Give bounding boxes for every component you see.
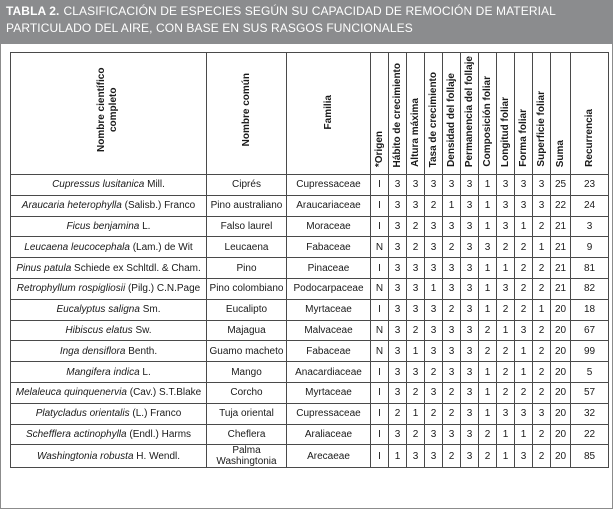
table-row — [11, 362, 609, 383]
header-foliage-permanence: Permanencia del follaje — [461, 53, 479, 175]
table-row — [11, 195, 609, 216]
author-name: (Cav.) S.T.Blake — [129, 387, 202, 399]
sum-cell: 25 — [551, 175, 571, 196]
common-name-cell: Eucalipto — [207, 299, 287, 320]
growth-rate-cell: 3 — [425, 382, 443, 403]
header-scientific-name: Nombre científico completo — [11, 53, 207, 175]
sum-cell: 21 — [551, 216, 571, 237]
scientific-name-cell — [11, 216, 207, 237]
leaf-surface-cell: 2 — [533, 362, 551, 383]
scientific-name-cell — [11, 278, 207, 299]
foliage-density-cell: 2 — [443, 445, 461, 468]
growth-habit-cell: 3 — [389, 362, 407, 383]
author-name: H. Wendl. — [136, 450, 181, 462]
foliage-permanence-cell: 3 — [461, 216, 479, 237]
author-name: (Endl.) Harms — [129, 428, 192, 440]
recurrence-cell: 3 — [571, 216, 609, 237]
leaf-length-cell: 3 — [497, 175, 515, 196]
origin-cell: I — [371, 299, 389, 320]
leaf-surface-cell: 1 — [533, 237, 551, 258]
scientific-name-cell — [11, 320, 207, 341]
origin-cell: I — [371, 175, 389, 196]
species-name: Pinus patula — [16, 262, 72, 274]
leaf-composition-cell: 1 — [479, 216, 497, 237]
header-leaf-surface: Superficie foliar — [533, 53, 551, 175]
header-leaf-composition: Composición foliar — [479, 53, 497, 175]
family-cell: Myrtaceae — [287, 382, 371, 403]
leaf-composition-cell: 2 — [479, 341, 497, 362]
author-name: Schiede ex Schltdl. & Cham. — [74, 262, 201, 274]
foliage-density-cell: 2 — [443, 237, 461, 258]
sum-cell: 20 — [551, 403, 571, 424]
species-name: Schefflera actinophylla — [25, 428, 127, 440]
species-name: Mangifera indica — [66, 366, 140, 378]
author-name: (L.) Franco — [132, 408, 182, 420]
leaf-shape-cell: 3 — [515, 403, 533, 424]
scientific-name-cell — [11, 341, 207, 362]
species-name: Leucaena leucocephala — [24, 241, 130, 253]
recurrence-cell: 22 — [571, 424, 609, 445]
foliage-density-cell: 2 — [443, 403, 461, 424]
origin-cell: I — [371, 382, 389, 403]
origin-cell: I — [371, 216, 389, 237]
sum-cell: 21 — [551, 258, 571, 279]
family-cell: Myrtaceae — [287, 299, 371, 320]
leaf-length-cell: 3 — [497, 195, 515, 216]
leaf-composition-cell: 1 — [479, 362, 497, 383]
species-name: Cupressus lusitanica — [52, 179, 145, 191]
foliage-permanence-cell: 3 — [461, 237, 479, 258]
growth-habit-cell: 3 — [389, 278, 407, 299]
common-name-cell: Corcho — [207, 382, 287, 403]
growth-rate-cell: 3 — [425, 341, 443, 362]
header-foliage-density: Densidad del follaje — [443, 53, 461, 175]
leaf-composition-cell: 1 — [479, 175, 497, 196]
leaf-length-cell: 2 — [497, 341, 515, 362]
growth-habit-cell: 3 — [389, 258, 407, 279]
foliage-density-cell: 3 — [443, 341, 461, 362]
table-row — [11, 175, 609, 196]
leaf-composition-cell: 1 — [479, 195, 497, 216]
leaf-composition-cell: 2 — [479, 320, 497, 341]
author-name: Benth. — [128, 345, 158, 357]
growth-habit-cell: 3 — [389, 216, 407, 237]
growth-habit-cell: 3 — [389, 175, 407, 196]
table-row — [11, 278, 609, 299]
sum-cell: 20 — [551, 424, 571, 445]
growth-rate-cell: 3 — [425, 175, 443, 196]
author-name: L. — [142, 220, 151, 232]
common-name-cell: Ciprés — [207, 175, 287, 196]
leaf-length-cell: 3 — [497, 278, 515, 299]
growth-rate-cell: 3 — [425, 237, 443, 258]
leaf-surface-cell: 3 — [533, 403, 551, 424]
header-common-name: Nombre común — [207, 53, 287, 175]
author-name: (Pilg.) C.N.Page — [127, 283, 201, 295]
origin-cell: I — [371, 258, 389, 279]
foliage-density-cell: 3 — [443, 175, 461, 196]
leaf-shape-cell: 2 — [515, 382, 533, 403]
common-name-cell: Tuja oriental — [207, 403, 287, 424]
max-height-cell: 3 — [407, 278, 425, 299]
leaf-shape-cell: 3 — [515, 320, 533, 341]
leaf-length-cell: 2 — [497, 382, 515, 403]
foliage-permanence-cell: 3 — [461, 258, 479, 279]
leaf-composition-cell: 1 — [479, 258, 497, 279]
table-row — [11, 320, 609, 341]
family-cell: Araliaceae — [287, 424, 371, 445]
family-cell: Podocarpaceae — [287, 278, 371, 299]
table-row — [11, 403, 609, 424]
scientific-name-cell — [11, 299, 207, 320]
max-height-cell: 3 — [407, 175, 425, 196]
species-table — [10, 52, 609, 468]
caption-label: TABLA 2. — [6, 4, 60, 18]
scientific-name-cell — [11, 237, 207, 258]
author-name: Mill. — [147, 179, 165, 191]
origin-cell: I — [371, 195, 389, 216]
species-name: Platycladus orientalis — [35, 408, 130, 420]
growth-rate-cell: 2 — [425, 403, 443, 424]
common-name-cell: Pino australiano — [207, 195, 287, 216]
species-name: Retrophyllum rospigliosii — [16, 283, 126, 295]
leaf-surface-cell: 2 — [533, 216, 551, 237]
foliage-permanence-cell: 3 — [461, 278, 479, 299]
foliage-permanence-cell: 3 — [461, 320, 479, 341]
max-height-cell: 1 — [407, 403, 425, 424]
leaf-composition-cell: 1 — [479, 403, 497, 424]
growth-habit-cell: 2 — [389, 403, 407, 424]
growth-rate-cell: 2 — [425, 362, 443, 383]
growth-habit-cell: 1 — [389, 445, 407, 468]
leaf-length-cell: 1 — [497, 320, 515, 341]
family-cell: Pinaceae — [287, 258, 371, 279]
foliage-permanence-cell: 3 — [461, 175, 479, 196]
table-row — [11, 258, 609, 279]
leaf-surface-cell: 3 — [533, 175, 551, 196]
sum-cell: 20 — [551, 299, 571, 320]
foliage-density-cell: 3 — [443, 258, 461, 279]
foliage-density-cell: 3 — [443, 278, 461, 299]
author-name: (Salisb.) Franco — [124, 200, 196, 212]
leaf-shape-cell: 1 — [515, 341, 533, 362]
header-leaf-length: Longitud foliar — [497, 53, 515, 175]
common-name-cell: Pino — [207, 258, 287, 279]
species-name: Eucalyptus saligna — [56, 304, 140, 316]
leaf-surface-cell: 2 — [533, 258, 551, 279]
recurrence-cell: 5 — [571, 362, 609, 383]
growth-rate-cell: 3 — [425, 424, 443, 445]
max-height-cell: 2 — [407, 216, 425, 237]
leaf-surface-cell: 2 — [533, 445, 551, 468]
origin-cell: N — [371, 237, 389, 258]
foliage-density-cell: 3 — [443, 216, 461, 237]
table-row — [11, 424, 609, 445]
family-cell: Anacardiaceae — [287, 362, 371, 383]
growth-rate-cell: 3 — [425, 299, 443, 320]
table-caption — [0, 0, 613, 44]
family-cell: Malvaceae — [287, 320, 371, 341]
scientific-name-cell — [11, 424, 207, 445]
leaf-surface-cell: 2 — [533, 341, 551, 362]
scientific-name-cell — [11, 403, 207, 424]
leaf-surface-cell: 1 — [533, 299, 551, 320]
recurrence-cell: 82 — [571, 278, 609, 299]
leaf-surface-cell: 2 — [533, 382, 551, 403]
recurrence-cell: 67 — [571, 320, 609, 341]
foliage-density-cell: 2 — [443, 382, 461, 403]
family-cell: Fabaceae — [287, 341, 371, 362]
max-height-cell: 2 — [407, 237, 425, 258]
leaf-surface-cell: 3 — [533, 195, 551, 216]
leaf-shape-cell: 2 — [515, 278, 533, 299]
max-height-cell: 3 — [407, 195, 425, 216]
common-name-cell: Pino colombiano — [207, 278, 287, 299]
growth-habit-cell: 3 — [389, 237, 407, 258]
table-row — [11, 382, 609, 403]
growth-habit-cell: 3 — [389, 382, 407, 403]
leaf-shape-cell: 3 — [515, 445, 533, 468]
foliage-density-cell: 3 — [443, 362, 461, 383]
header-sum: Suma — [551, 53, 571, 175]
growth-habit-cell: 3 — [389, 424, 407, 445]
recurrence-cell: 32 — [571, 403, 609, 424]
header-growth-habit: Hábito de crecimiento — [389, 53, 407, 175]
scientific-name-cell — [11, 175, 207, 196]
max-height-cell: 3 — [407, 445, 425, 468]
leaf-shape-cell: 2 — [515, 299, 533, 320]
common-name-cell: Falso laurel — [207, 216, 287, 237]
sum-cell: 20 — [551, 382, 571, 403]
common-name-cell: Palma Washingtonia — [207, 445, 287, 468]
leaf-shape-cell: 2 — [515, 237, 533, 258]
origin-cell: N — [371, 341, 389, 362]
header-max-height: Altura máxima — [407, 53, 425, 175]
leaf-length-cell: 1 — [497, 445, 515, 468]
leaf-length-cell: 3 — [497, 216, 515, 237]
max-height-cell: 2 — [407, 320, 425, 341]
leaf-shape-cell: 3 — [515, 195, 533, 216]
origin-cell: N — [371, 278, 389, 299]
foliage-permanence-cell: 3 — [461, 403, 479, 424]
species-name: Inga densiflora — [59, 345, 126, 357]
common-name-cell: Cheflera — [207, 424, 287, 445]
growth-habit-cell: 3 — [389, 341, 407, 362]
foliage-permanence-cell: 3 — [461, 424, 479, 445]
max-height-cell: 3 — [407, 299, 425, 320]
origin-cell: I — [371, 403, 389, 424]
foliage-permanence-cell: 3 — [461, 445, 479, 468]
foliage-density-cell: 2 — [443, 299, 461, 320]
leaf-length-cell: 3 — [497, 403, 515, 424]
max-height-cell: 3 — [407, 258, 425, 279]
leaf-surface-cell: 2 — [533, 424, 551, 445]
scientific-name-cell — [11, 445, 207, 468]
header-origin: *Origen — [371, 53, 389, 175]
leaf-composition-cell: 1 — [479, 382, 497, 403]
species-name: Melaleuca quinquenervia — [15, 387, 127, 399]
scientific-name-cell — [11, 362, 207, 383]
species-name: Washingtonia robusta — [36, 450, 134, 462]
foliage-permanence-cell: 3 — [461, 299, 479, 320]
leaf-shape-cell: 1 — [515, 216, 533, 237]
species-name: Araucaria heterophylla — [21, 200, 122, 212]
foliage-permanence-cell: 3 — [461, 362, 479, 383]
recurrence-cell: 18 — [571, 299, 609, 320]
family-cell: Cupressaceae — [287, 403, 371, 424]
recurrence-cell: 9 — [571, 237, 609, 258]
foliage-permanence-cell: 3 — [461, 195, 479, 216]
origin-cell: N — [371, 320, 389, 341]
max-height-cell: 2 — [407, 382, 425, 403]
growth-habit-cell: 3 — [389, 195, 407, 216]
author-name: L. — [142, 366, 151, 378]
recurrence-cell: 85 — [571, 445, 609, 468]
family-cell: Arecaeae — [287, 445, 371, 468]
table-row — [11, 216, 609, 237]
sum-cell: 20 — [551, 341, 571, 362]
recurrence-cell: 81 — [571, 258, 609, 279]
leaf-surface-cell: 2 — [533, 320, 551, 341]
common-name-cell: Majagua — [207, 320, 287, 341]
table-row — [11, 299, 609, 320]
sum-cell: 20 — [551, 320, 571, 341]
foliage-permanence-cell: 3 — [461, 382, 479, 403]
leaf-length-cell: 1 — [497, 424, 515, 445]
table-row — [11, 237, 609, 258]
leaf-shape-cell: 1 — [515, 424, 533, 445]
growth-habit-cell: 3 — [389, 299, 407, 320]
leaf-composition-cell: 3 — [479, 237, 497, 258]
origin-cell: I — [371, 362, 389, 383]
leaf-composition-cell: 1 — [479, 299, 497, 320]
growth-rate-cell: 1 — [425, 278, 443, 299]
leaf-composition-cell: 1 — [479, 278, 497, 299]
family-cell: Fabaceae — [287, 237, 371, 258]
sum-cell: 21 — [551, 237, 571, 258]
leaf-composition-cell: 2 — [479, 445, 497, 468]
common-name-cell: Leucaena — [207, 237, 287, 258]
growth-rate-cell: 2 — [425, 195, 443, 216]
foliage-density-cell: 1 — [443, 195, 461, 216]
table-body — [11, 175, 609, 468]
leaf-length-cell: 1 — [497, 258, 515, 279]
table-row — [11, 341, 609, 362]
foliage-density-cell: 3 — [443, 424, 461, 445]
sum-cell: 22 — [551, 195, 571, 216]
common-name-cell: Mango — [207, 362, 287, 383]
common-name-cell: Guamo macheto — [207, 341, 287, 362]
max-height-cell: 2 — [407, 424, 425, 445]
header-row — [11, 53, 609, 175]
growth-rate-cell: 3 — [425, 216, 443, 237]
header-growth-rate: Tasa de crecimiento — [425, 53, 443, 175]
recurrence-cell: 57 — [571, 382, 609, 403]
leaf-shape-cell: 2 — [515, 258, 533, 279]
leaf-surface-cell: 2 — [533, 278, 551, 299]
recurrence-cell: 99 — [571, 341, 609, 362]
family-cell: Moraceae — [287, 216, 371, 237]
scientific-name-cell — [11, 258, 207, 279]
scientific-name-cell — [11, 195, 207, 216]
recurrence-cell: 24 — [571, 195, 609, 216]
foliage-permanence-cell: 3 — [461, 341, 479, 362]
species-name: Hibiscus elatus — [65, 324, 133, 336]
header-leaf-shape: Forma foliar — [515, 53, 533, 175]
leaf-shape-cell: 1 — [515, 362, 533, 383]
max-height-cell: 3 — [407, 362, 425, 383]
leaf-length-cell: 2 — [497, 237, 515, 258]
sum-cell: 20 — [551, 445, 571, 468]
author-name: Sm. — [142, 304, 161, 316]
origin-cell: I — [371, 424, 389, 445]
origin-cell: I — [371, 445, 389, 468]
leaf-length-cell: 2 — [497, 299, 515, 320]
leaf-composition-cell: 2 — [479, 424, 497, 445]
sum-cell: 21 — [551, 278, 571, 299]
foliage-density-cell: 3 — [443, 320, 461, 341]
family-cell: Araucariaceae — [287, 195, 371, 216]
header-recurrence: Recurrencia — [571, 53, 609, 175]
author-name: Sw. — [135, 324, 152, 336]
leaf-length-cell: 2 — [497, 362, 515, 383]
species-name: Ficus benjamina — [66, 220, 140, 232]
sum-cell: 20 — [551, 362, 571, 383]
header-family: Familia — [287, 53, 371, 175]
table-row — [11, 445, 609, 468]
scientific-name-cell — [11, 382, 207, 403]
author-name: (Lam.) de Wit — [132, 241, 193, 253]
growth-rate-cell: 3 — [425, 258, 443, 279]
max-height-cell: 1 — [407, 341, 425, 362]
caption-text: CLASIFICACIÓN DE ESPECIES SEGÚN SU CAPACIDAD DE REMOCIÓN DE MATERIAL PARTICULADO DEL AIRE, CON BASE EN SUS RASGOS FUNCIONALES — [6, 4, 556, 35]
family-cell: Cupressaceae — [287, 175, 371, 196]
growth-rate-cell: 3 — [425, 320, 443, 341]
leaf-shape-cell: 3 — [515, 175, 533, 196]
recurrence-cell: 23 — [571, 175, 609, 196]
growth-rate-cell: 3 — [425, 445, 443, 468]
growth-habit-cell: 3 — [389, 320, 407, 341]
